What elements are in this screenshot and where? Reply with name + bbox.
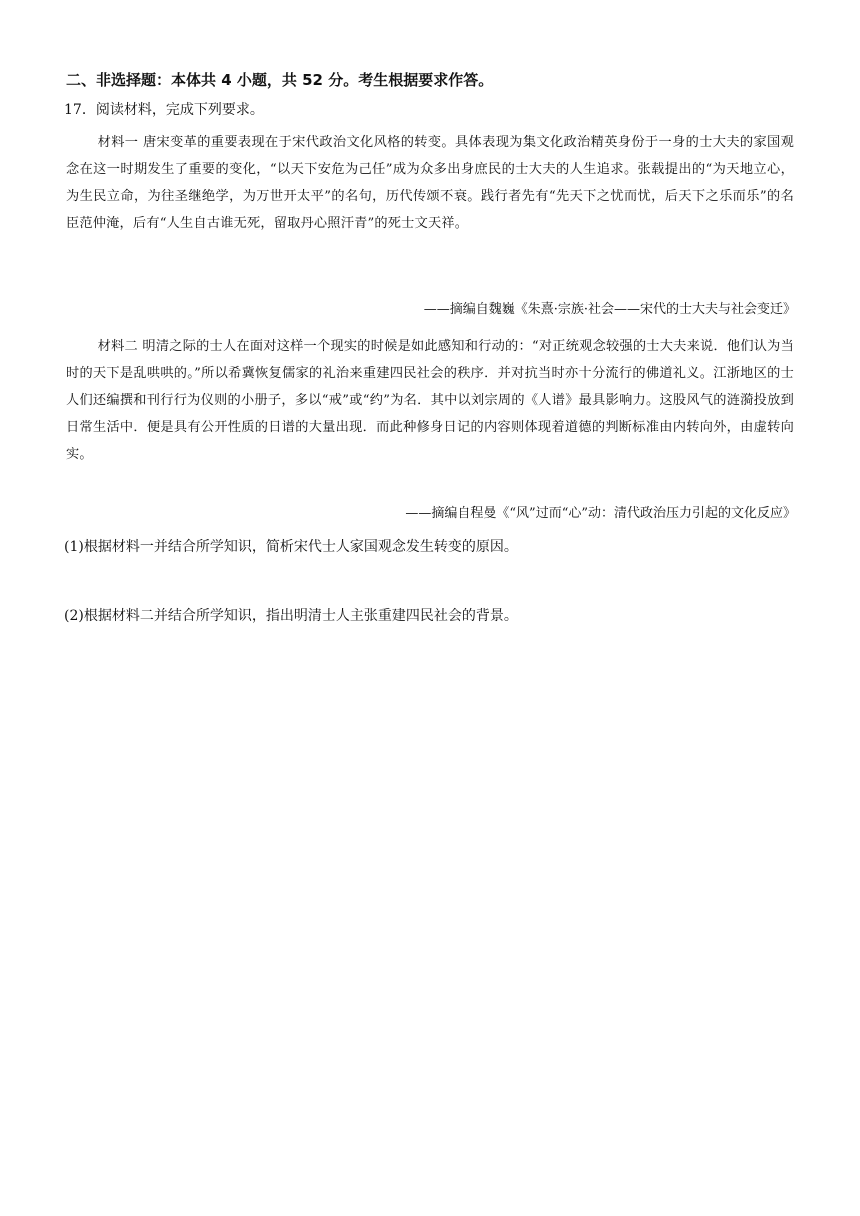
material-one-text: 材料一 唐宋变革的重要表现在于宋代政治文化风格的转变。具体表现为集文化政治精英身份于一身的士大夫的家国观念在这一时期发生了重要的变化，“以天下安危为己任”成为众多出身庶民的士大夫的人生追求。张载提出的“为天地立心，为生民立命，为往圣继绝学，为万世开太平”的名句，历代传颂不衰。践行者先有“先天下之忧而忧，后天下之乐而乐”的名臣范仲淹，后有“人生自古谁无死，留取丹心照汗青”的死士文天祥。 [66,135,794,231]
section-heading: 二、非选择题：本体共 4 小题，共 52 分。考生根据要求作答。 [66,71,494,89]
material-one-source: ——摘编自魏巍《朱熹·宗族·社会——宋代的士大夫与社会变迁》 [423,302,796,317]
sub-question-1: (1)根据材料一并结合所学知识，简析宋代士人家国观念发生转变的原因。 [64,539,518,555]
sub-question-2: (2)根据材料二并结合所学知识，指出明清士人主张重建四民社会的背景。 [64,608,518,624]
answer-area-2[interactable] [64,632,794,1152]
question-intro: 17．阅读材料，完成下列要求。 [64,102,264,118]
material-two-source: ——摘编自程曼《“风”过而“心”动：清代政治压力引起的文化反应》 [405,506,796,521]
answer-area-1[interactable] [64,562,794,602]
material-two-text: 材料二 明清之际的士人在面对这样一个现实的时候是如此感知和行动的：“对正统观念较强的士大夫来说．他们认为当时的天下是乱哄哄的。”所以希冀恢复儒家的礼治来重建四民社会的秩序．并对抗当时亦十分流行的佛道礼义。江浙地区的士人们还编撰和刊行行为仪则的小册子，多以“戒”或“约”为名．其中以刘宗周的《人谱》最具影响力。这股风气的涟漪投放到日常生活中．便是具有公开性质的日谱的大量出现．而此种修身日记的内容则体现着道德的判断标准由内转向外，由虚转向实。 [66,339,794,462]
